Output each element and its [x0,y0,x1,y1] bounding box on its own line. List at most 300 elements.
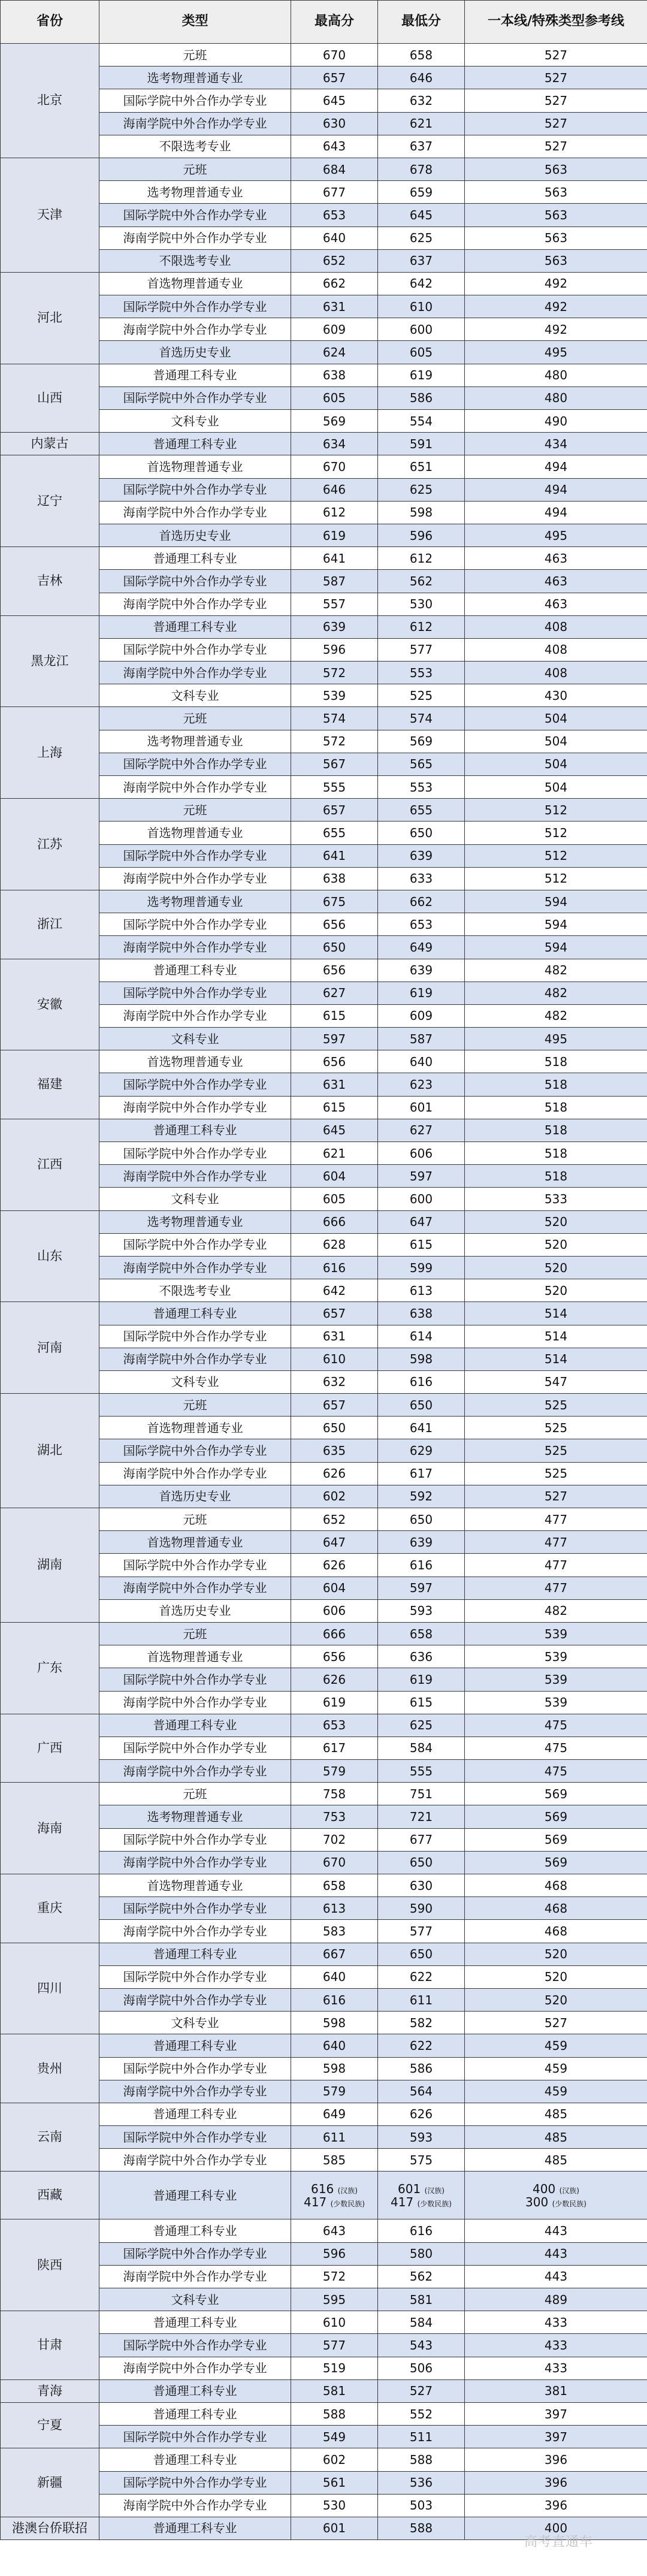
max-score-cell: 656 [291,959,378,982]
table-row [1,1210,647,1233]
min-score-cell: 588 [378,2448,465,2471]
reference-line-cell: 396 [465,2494,647,2517]
reference-line-cell: 482 [465,959,647,982]
max-score-cell: 647 [291,1531,378,1554]
reference-line-cell: 408 [465,615,647,638]
min-score-cell: 616 [378,2219,465,2242]
min-score-cell: 530 [378,593,465,615]
min-score-cell: 630 [378,1874,465,1897]
max-score-cell: 684 [291,158,378,180]
province-cell: 重庆 [1,1874,99,1943]
min-score-cell: 586 [378,2057,465,2080]
min-score-cell: 613 [378,1279,465,1302]
min-score-cell: 621 [378,112,465,135]
type-cell: 首选物理普通专业 [99,455,291,478]
min-score-cell: 591 [378,433,465,455]
province-cell: 天津 [1,158,99,272]
max-score-cell: 605 [291,386,378,409]
max-score-cell: 649 [291,2103,378,2125]
province-cell: 港澳台侨联招 [1,2517,99,2539]
reference-line-cell: 463 [465,547,647,570]
type-cell: 海南学院中外合作办学专业 [99,1577,291,1599]
min-score-cell: 597 [378,1577,465,1599]
type-cell: 选考物理普通专业 [99,1210,291,1233]
type-cell: 海南学院中外合作办学专业 [99,1851,291,1874]
table-row [1,615,647,638]
min-score-cell: 592 [378,1485,465,1508]
type-cell: 海南学院中外合作办学专业 [99,1760,291,1783]
province-cell: 山西 [1,364,99,433]
max-score-cell: 631 [291,1325,378,1348]
table-row [1,158,647,180]
min-score-cell: 584 [378,1737,465,1759]
reference-line-cell: 594 [465,913,647,936]
province-cell: 甘肃 [1,2311,99,2380]
max-score-cell: 666 [291,1210,378,1233]
min-score-cell: 553 [378,662,465,684]
province-cell: 江苏 [1,799,99,890]
max-score-cell: 530 [291,2494,378,2517]
min-score-cell: 609 [378,1004,465,1027]
min-score-cell: 582 [378,2012,465,2034]
province-cell: 黑龙江 [1,615,99,707]
min-score-cell: 615 [378,1691,465,1714]
max-score-cell: 598 [291,2057,378,2080]
reference-line-cell: 480 [465,386,647,409]
max-score-cell: 621 [291,1142,378,1165]
max-score-cell: 606 [291,1599,378,1622]
type-cell: 普通理工科专业 [99,2172,291,2219]
type-cell: 海南学院中外合作办学专业 [99,2494,291,2517]
type-cell: 国际学院中外合作办学专业 [99,1897,291,1920]
reference-line-cell: 520 [465,1988,647,2011]
max-score-cell: 574 [291,707,378,730]
reference-line-cell: 514 [465,1302,647,1325]
type-cell: 文科专业 [99,1188,291,1210]
type-cell: 普通理工科专业 [99,2311,291,2334]
reference-line-cell: 459 [465,2080,647,2103]
min-score-cell: 640 [378,1050,465,1073]
type-cell: 海南学院中外合作办学专业 [99,112,291,135]
type-cell: 国际学院中外合作办学专业 [99,478,291,501]
min-score-cell: 622 [378,2034,465,2057]
type-cell: 不限选考专业 [99,249,291,272]
max-score-cell: 640 [291,2034,378,2057]
min-score-cell: 575 [378,2149,465,2172]
score-line [291,2196,377,2209]
min-score-cell: 637 [378,249,465,272]
reference-line-cell: 463 [465,570,647,593]
header-max-score: 最高分 [291,1,378,44]
max-score-cell: 656 [291,1645,378,1668]
min-score-cell: 625 [378,227,465,249]
table-row [1,455,647,478]
province-cell: 湖北 [1,1394,99,1508]
min-score-cell: 599 [378,1256,465,1279]
type-cell: 国际学院中外合作办学专业 [99,89,291,112]
max-score-cell: 677 [291,181,378,204]
type-cell: 海南学院中外合作办学专业 [99,1096,291,1119]
score-line [291,2182,377,2196]
reference-line-cell: 459 [465,2057,647,2080]
reference-line-cell: 463 [465,593,647,615]
reference-line-cell: 569 [465,1828,647,1851]
type-cell: 元班 [99,799,291,822]
reference-line-cell: 381 [465,2379,647,2402]
reference-line-cell: 434 [465,433,647,455]
province-cell: 辽宁 [1,455,99,547]
max-score-cell: 641 [291,547,378,570]
max-score-cell: 652 [291,1508,378,1531]
score-line [465,2196,647,2209]
type-cell: 国际学院中外合作办学专业 [99,2126,291,2149]
max-score-cell: 652 [291,249,378,272]
reference-line-cell: 397 [465,2426,647,2448]
type-cell: 元班 [99,44,291,67]
min-score-cell: 650 [378,1508,465,1531]
reference-line-cell: 563 [465,249,647,272]
reference-line-cell: 539 [465,1645,647,1668]
reference-line-cell: 485 [465,2103,647,2125]
province-cell: 云南 [1,2103,99,2172]
max-score-cell: 610 [291,2311,378,2334]
type-cell: 普通理工科专业 [99,1302,291,1325]
reference-line-cell: 525 [465,1462,647,1485]
type-cell: 国际学院中外合作办学专业 [99,2057,291,2080]
max-score-cell: 645 [291,1119,378,1141]
min-score-cell: 632 [378,89,465,112]
type-cell: 普通理工科专业 [99,1943,291,1965]
min-score-cell: 751 [378,1783,465,1805]
min-score-cell: 616 [378,1370,465,1393]
min-score-cell: 629 [378,1439,465,1462]
reference-line-cell: 563 [465,181,647,204]
type-cell: 海南学院中外合作办学专业 [99,936,291,959]
table-row [1,1874,647,1897]
min-score-cell: 527 [378,2379,465,2402]
reference-line-cell: 495 [465,341,647,364]
max-score-cell: 670 [291,1851,378,1874]
max-score-cell: 616 [291,1988,378,2011]
type-cell: 普通理工科专业 [99,2103,291,2125]
reference-line-cell: 475 [465,1760,647,1783]
province-cell: 贵州 [1,2034,99,2103]
reference-line-cell: 477 [465,1554,647,1577]
reference-line-cell: 485 [465,2126,647,2149]
reference-line-cell: 492 [465,318,647,341]
min-score-cell: 577 [378,638,465,661]
reference-line-cell: 518 [465,1119,647,1141]
reference-line-cell: 514 [465,1348,647,1370]
reference-line-cell: 504 [465,776,647,799]
max-score-cell: 670 [291,455,378,478]
table-row [1,2172,647,2219]
reference-line-cell: 520 [465,1210,647,1233]
province-cell: 四川 [1,1943,99,2034]
reference-line-cell: 468 [465,1874,647,1897]
type-cell: 首选历史专业 [99,1485,291,1508]
max-score-cell: 555 [291,776,378,799]
type-cell: 海南学院中外合作办学专业 [99,2149,291,2172]
type-cell: 文科专业 [99,1028,291,1050]
min-score-cell: 678 [378,158,465,180]
province-cell: 广东 [1,1622,99,1714]
type-cell: 元班 [99,158,291,180]
max-score-cell: 539 [291,684,378,707]
type-cell: 文科专业 [99,410,291,433]
reference-line-cell: 459 [465,2034,647,2057]
type-cell: 国际学院中外合作办学专业 [99,844,291,867]
type-cell: 文科专业 [99,2288,291,2311]
max-score-cell: 666 [291,1622,378,1645]
reference-line-cell: 533 [465,1188,647,1210]
min-score-cell: 647 [378,1210,465,1233]
max-score-cell: 626 [291,1554,378,1577]
score-line [465,2182,647,2196]
province-cell: 西藏 [1,2172,99,2219]
type-cell: 普通理工科专业 [99,1714,291,1737]
reference-line-cell: 400 [465,2517,647,2539]
table-row [1,547,647,570]
max-score-cell: 675 [291,890,378,913]
max-score-cell: 758 [291,1783,378,1805]
reference-line-cell: 443 [465,2265,647,2288]
reference-line-cell: 527 [465,44,647,67]
max-score-cell: 598 [291,2012,378,2034]
type-cell: 元班 [99,1622,291,1645]
type-cell: 普通理工科专业 [99,547,291,570]
type-cell: 国际学院中外合作办学专业 [99,753,291,775]
max-score-cell: 642 [291,1279,378,1302]
min-score-cell: 655 [378,799,465,822]
min-score-cell: 564 [378,2080,465,2103]
table-row [1,707,647,730]
table-row [1,2219,647,2242]
province-cell: 河北 [1,272,99,364]
max-score-cell: 604 [291,1577,378,1599]
max-score-cell: 587 [291,570,378,593]
max-score-cell: 650 [291,936,378,959]
type-cell: 海南学院中外合作办学专业 [99,501,291,524]
max-score-cell: 657 [291,1302,378,1325]
min-score-cell: 610 [378,295,465,318]
max-score-cell: 655 [291,822,378,844]
max-score-cell: 641 [291,844,378,867]
type-cell: 海南学院中外合作办学专业 [99,1691,291,1714]
type-cell: 选考物理普通专业 [99,890,291,913]
min-score-cell: 636 [378,1645,465,1668]
max-score-cell: 632 [291,1370,378,1393]
type-cell: 国际学院中外合作办学专业 [99,1737,291,1759]
max-score-cell: 657 [291,799,378,822]
min-score-cell: 616 [378,1554,465,1577]
score-note: (汉族) [559,2186,579,2195]
type-cell: 海南学院中外合作办学专业 [99,1462,291,1485]
type-cell: 普通理工科专业 [99,2517,291,2539]
max-score-cell [291,2172,378,2219]
reference-line-cell: 475 [465,1737,647,1759]
type-cell: 国际学院中外合作办学专业 [99,2242,291,2265]
reference-line-cell: 477 [465,1531,647,1554]
type-cell: 国际学院中外合作办学专业 [99,913,291,936]
min-score-cell: 596 [378,524,465,546]
type-cell: 首选物理普通专业 [99,1050,291,1073]
max-score-cell: 572 [291,730,378,753]
type-cell: 国际学院中外合作办学专业 [99,982,291,1004]
type-cell: 文科专业 [99,684,291,707]
max-score-cell: 631 [291,295,378,318]
type-cell: 文科专业 [99,1370,291,1393]
reference-line-cell: 492 [465,295,647,318]
header-reference-line: 一本线/特殊类型参考线 [465,1,647,44]
table-row [1,2103,647,2125]
max-score-cell: 604 [291,1165,378,1188]
score-note: (少数民族) [330,2199,365,2208]
max-score-cell: 561 [291,2471,378,2494]
province-cell: 海南 [1,1783,99,1874]
min-score-cell: 645 [378,204,465,227]
reference-line-cell: 594 [465,936,647,959]
reference-line-cell: 527 [465,89,647,112]
reference-line-cell: 514 [465,1325,647,1348]
reference-line-cell: 518 [465,1096,647,1119]
table-row [1,433,647,455]
min-score-cell: 580 [378,2242,465,2265]
type-cell: 选考物理普通专业 [99,1805,291,1828]
min-score-cell: 658 [378,44,465,67]
type-cell: 首选历史专业 [99,1599,291,1622]
score-note: (少数民族) [417,2199,452,2208]
max-score-cell: 519 [291,2357,378,2379]
reference-line-cell: 520 [465,1965,647,1988]
reference-line-cell: 430 [465,684,647,707]
min-score-cell: 606 [378,1142,465,1165]
max-score-cell: 597 [291,1028,378,1050]
min-score-cell: 525 [378,684,465,707]
type-cell: 海南学院中外合作办学专业 [99,867,291,890]
reference-line-cell: 569 [465,1851,647,1874]
table-row [1,1622,647,1645]
reference-line-cell: 492 [465,272,647,295]
max-score-cell: 572 [291,662,378,684]
type-cell: 海南学院中外合作办学专业 [99,2080,291,2103]
min-score-cell: 552 [378,2402,465,2425]
watermark: 高考直通车 [524,2535,594,2550]
min-score-cell: 612 [378,547,465,570]
reference-line-cell: 482 [465,1599,647,1622]
max-score-cell: 610 [291,1348,378,1370]
type-cell: 海南学院中外合作办学专业 [99,1004,291,1027]
max-score-cell: 588 [291,2402,378,2425]
min-score-cell: 598 [378,1348,465,1370]
min-score-cell: 623 [378,1073,465,1096]
min-score-cell: 600 [378,318,465,341]
max-score-cell: 639 [291,615,378,638]
type-cell: 国际学院中外合作办学专业 [99,386,291,409]
type-cell: 海南学院中外合作办学专业 [99,1348,291,1370]
type-cell: 海南学院中外合作办学专业 [99,227,291,249]
table-body [1,44,647,2540]
type-cell: 文科专业 [99,2012,291,2034]
min-score-cell: 593 [378,2126,465,2149]
type-cell: 普通理工科专业 [99,1119,291,1141]
reference-line-cell: 490 [465,410,647,433]
max-score-cell: 635 [291,1439,378,1462]
min-score-cell: 553 [378,776,465,799]
reference-line-cell: 539 [465,1691,647,1714]
min-score-cell: 637 [378,135,465,158]
reference-line-cell: 397 [465,2402,647,2425]
table-row [1,2379,647,2402]
table-row [1,1943,647,1965]
table-row [1,44,647,67]
score-note: (汉族) [337,2186,358,2195]
reference-line-cell: 480 [465,364,647,386]
min-score-cell: 536 [378,2471,465,2494]
min-score-cell [378,2172,465,2219]
reference-line-cell: 520 [465,1256,647,1279]
max-score-cell: 585 [291,2149,378,2172]
reference-line-cell: 504 [465,707,647,730]
min-score-cell: 543 [378,2334,465,2357]
reference-line-cell: 520 [465,1943,647,1965]
max-score-cell: 662 [291,272,378,295]
reference-line-cell: 569 [465,1783,647,1805]
reference-line-cell: 527 [465,112,647,135]
min-score-cell: 588 [378,2517,465,2539]
max-score-cell: 583 [291,1920,378,1943]
min-score-cell: 554 [378,410,465,433]
max-score-cell: 626 [291,1462,378,1485]
min-score-cell: 569 [378,730,465,753]
max-score-cell: 626 [291,1668,378,1691]
type-cell: 海南学院中外合作办学专业 [99,2357,291,2379]
max-score-cell: 572 [291,2265,378,2288]
table-row [1,799,647,822]
table-row [1,272,647,295]
type-cell: 元班 [99,1394,291,1417]
max-score-cell: 650 [291,1417,378,1439]
header-province: 省份 [1,1,99,44]
type-cell: 普通理工科专业 [99,959,291,982]
min-score-cell: 605 [378,341,465,364]
reference-line-cell: 396 [465,2448,647,2471]
type-cell: 国际学院中外合作办学专业 [99,2334,291,2357]
max-score-cell: 613 [291,1897,378,1920]
max-score-cell: 602 [291,1485,378,1508]
min-score-cell: 662 [378,890,465,913]
max-score-cell: 617 [291,1737,378,1759]
max-score-cell: 569 [291,410,378,433]
max-score-cell: 595 [291,2288,378,2311]
reference-line-cell: 518 [465,1073,647,1096]
reference-line-cell: 527 [465,135,647,158]
type-cell: 海南学院中外合作办学专业 [99,1920,291,1943]
type-cell: 首选历史专业 [99,524,291,546]
min-score-cell: 642 [378,272,465,295]
table-row [1,1394,647,1417]
max-score-cell: 577 [291,2334,378,2357]
min-score-cell: 677 [378,1828,465,1851]
max-score-cell: 643 [291,2219,378,2242]
province-cell: 新疆 [1,2448,99,2517]
type-cell: 国际学院中外合作办学专业 [99,570,291,593]
table-row [1,364,647,386]
type-cell: 海南学院中外合作办学专业 [99,593,291,615]
max-score-cell: 702 [291,1828,378,1851]
max-score-cell: 579 [291,2080,378,2103]
score-line [378,2196,464,2209]
